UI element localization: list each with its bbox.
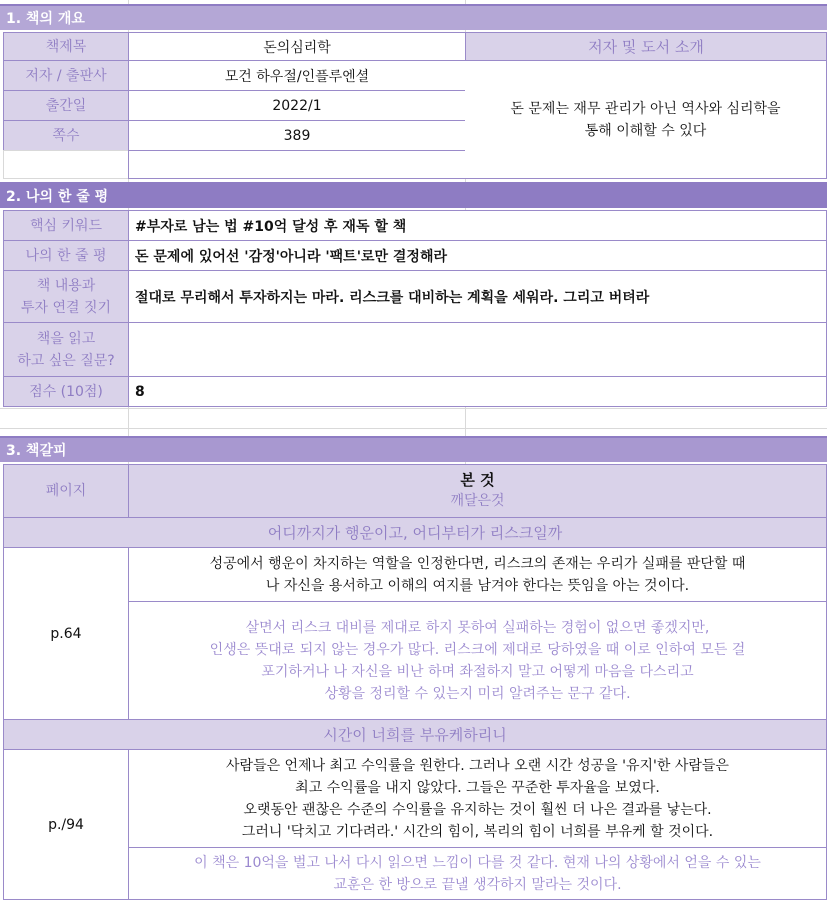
- seen-line: 오랫동안 괜찮은 수준의 수익률을 유지하는 것이 훨씬 더 나은 결과를 낳는다.: [243, 801, 712, 818]
- label-line: 하고 싶은 질문?: [17, 352, 115, 369]
- value-author: 모건 하우절/인플루엔셜: [128, 60, 466, 91]
- value-one-line: 돈 문제에 있어선 '감정'아니라 '팩트'로만 결정해라: [128, 240, 827, 271]
- value-title: 돈의심리학: [128, 32, 466, 61]
- col-seen-header: [128, 464, 827, 518]
- gridline: [0, 408, 827, 409]
- entry-learned: [128, 601, 827, 720]
- empty-cell: [128, 150, 466, 179]
- entry-heading: 어디까지가 행운이고, 어디부터가 리스크일까: [3, 517, 827, 548]
- entry-page: p./94: [3, 749, 129, 900]
- label-pages: 쪽수: [3, 120, 129, 151]
- value-invest-link: 절대로 무리해서 투자하지는 마라. 리스크를 대비하는 계획을 세워라. 그리고 버텨라: [128, 270, 827, 323]
- section-3-header: 3. 책갈피: [0, 436, 827, 462]
- entry-page: p.64: [3, 547, 129, 720]
- label-invest-link: [3, 270, 129, 323]
- label-one-line: 나의 한 줄 평: [3, 240, 129, 271]
- value-score: 8: [128, 376, 827, 407]
- learned-line: 상황을 정리할 수 있는지 미리 알려주는 문구 같다.: [324, 685, 631, 702]
- label-author: 저자 / 출판사: [3, 60, 129, 91]
- label-question: [3, 322, 129, 377]
- label-score: 점수 (10점): [3, 376, 129, 407]
- value-question: [128, 322, 827, 377]
- intro-text: [465, 60, 827, 179]
- learned-line: 포기하거나 나 자신을 비난 하며 좌절하지 말고 어떻게 마음을 다스리고: [261, 663, 694, 680]
- value-pages: 389: [128, 120, 466, 151]
- value-pubdate: 2022/1: [128, 90, 466, 121]
- seen-line: 성공에서 행운이 차지하는 역할을 인정한다면, 리스크의 존재는 우리가 실패를 판단할 때: [209, 555, 746, 572]
- seen-line: 나 자신을 용서하고 이해의 여지를 남겨야 한다는 뜻임을 아는 것이다.: [265, 577, 690, 594]
- label-line: 책을 읽고: [36, 330, 96, 347]
- section-1-header: 1. 책의 개요: [0, 4, 827, 30]
- learned-line: 이 책은 10억을 벌고 나서 다시 읽으면 느낌이 다를 것 같다. 현재 나의 상황에서 얻을 수 있는: [194, 854, 761, 871]
- entry-seen: [128, 749, 827, 848]
- section-2-header: 2. 나의 한 줄 평: [0, 182, 827, 208]
- learned-line: 인생은 뜻대로 되지 않는 경우가 많다. 리스크에 제대로 당하였을 때 이로 인하여 모든 걸: [209, 641, 746, 658]
- label-line: 책 내용과: [36, 277, 96, 294]
- col-page-header: 페이지: [3, 464, 129, 518]
- col-learned-label: 깨달은것: [450, 493, 505, 509]
- seen-line: 그러니 '닥치고 기다려라.' 시간의 힘이, 복리의 힘이 너희를 부유케 할 것이다.: [241, 823, 714, 840]
- learned-line: 살면서 리스크 대비를 제대로 하지 못하여 실패하는 경험이 없으면 좋겠지만,: [245, 619, 710, 636]
- label-keyword: 핵심 키워드: [3, 210, 129, 241]
- label-pubdate: 출간일: [3, 90, 129, 121]
- col-seen-label: 본 것: [460, 471, 495, 489]
- gridline: [0, 428, 827, 429]
- entry-seen: [128, 547, 827, 602]
- intro-line: 돈 문제는 재무 관리가 아닌 역사와 심리학을: [510, 100, 781, 117]
- learned-line: 교훈은 한 방으로 끝낼 생각하지 말라는 것이다.: [333, 876, 622, 893]
- label-line: 투자 연결 짓기: [20, 299, 112, 316]
- label-title: 책제목: [3, 32, 129, 61]
- entry-learned: [128, 847, 827, 900]
- seen-line: 최고 수익률을 내지 않았다. 그들은 꾸준한 투자율을 보였다.: [295, 779, 660, 796]
- intro-line: 통해 이해할 수 있다: [584, 122, 707, 139]
- seen-line: 사람들은 언제나 최고 수익률을 원한다. 그러나 오랜 시간 성공을 '유지'한 사람들은: [226, 757, 729, 774]
- intro-header: 저자 및 도서 소개: [465, 32, 827, 61]
- empty-cell: [3, 150, 129, 179]
- value-keyword: #부자로 남는 법 #10억 달성 후 재독 할 책: [128, 210, 827, 241]
- entry-heading: 시간이 너희를 부유케하리니: [3, 719, 827, 750]
